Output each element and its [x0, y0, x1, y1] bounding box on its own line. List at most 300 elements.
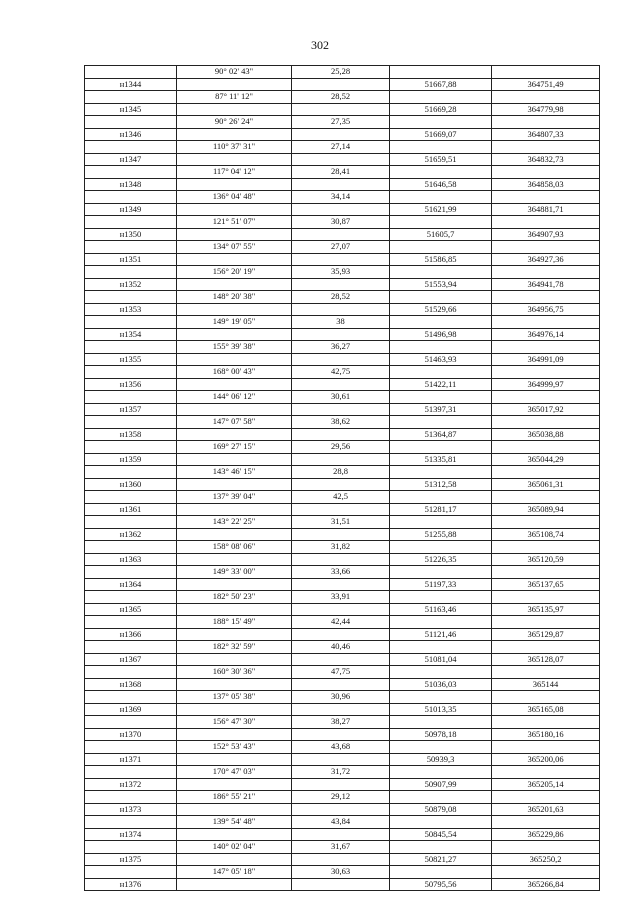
table-row — [85, 203, 600, 216]
length-cell — [292, 353, 390, 366]
x-coordinate-cell — [390, 241, 492, 254]
table-row — [85, 591, 600, 604]
angle-cell — [177, 78, 292, 91]
point-cell — [85, 416, 177, 429]
x-coordinate-cell: 51667,88 — [390, 78, 492, 91]
x-coordinate-cell — [390, 841, 492, 854]
length-cell: 38 — [292, 316, 390, 329]
length-cell — [292, 378, 390, 391]
length-cell: 27,14 — [292, 141, 390, 154]
angle-cell: 147° 07' 58" — [177, 416, 292, 429]
length-cell: 28,8 — [292, 466, 390, 479]
angle-cell: 156° 20' 19" — [177, 266, 292, 279]
x-coordinate-cell: 50795,56 — [390, 878, 492, 891]
length-cell: 42,44 — [292, 616, 390, 629]
angle-cell — [177, 403, 292, 416]
length-cell: 40,46 — [292, 641, 390, 654]
y-coordinate-cell: 364881,71 — [492, 203, 600, 216]
table-row — [85, 791, 600, 804]
angle-cell: 160° 30' 36" — [177, 666, 292, 679]
length-cell — [292, 578, 390, 591]
length-cell: 27,07 — [292, 241, 390, 254]
table-row — [85, 528, 600, 541]
length-cell — [292, 403, 390, 416]
table-row — [85, 216, 600, 229]
angle-cell — [177, 528, 292, 541]
x-coordinate-cell: 51463,93 — [390, 353, 492, 366]
point-cell: н1345 — [85, 103, 177, 116]
table-row — [85, 353, 600, 366]
coordinates-table-body — [85, 66, 600, 891]
table-row — [85, 366, 600, 379]
y-coordinate-cell — [492, 741, 600, 754]
point-cell: н1370 — [85, 728, 177, 741]
length-cell — [292, 753, 390, 766]
point-cell — [85, 191, 177, 204]
length-cell: 27,35 — [292, 116, 390, 129]
table-row — [85, 491, 600, 504]
x-coordinate-cell: 51163,46 — [390, 603, 492, 616]
x-coordinate-cell: 51226,35 — [390, 553, 492, 566]
x-coordinate-cell — [390, 366, 492, 379]
length-cell: 30,87 — [292, 216, 390, 229]
y-coordinate-cell: 365144 — [492, 678, 600, 691]
x-coordinate-cell — [390, 616, 492, 629]
angle-cell — [177, 378, 292, 391]
angle-cell: 144° 06' 12" — [177, 391, 292, 404]
y-coordinate-cell — [492, 241, 600, 254]
length-cell: 30,63 — [292, 866, 390, 879]
angle-cell: 137° 39' 04" — [177, 491, 292, 504]
point-cell: н1372 — [85, 778, 177, 791]
angle-cell — [177, 203, 292, 216]
y-coordinate-cell: 364976,14 — [492, 328, 600, 341]
length-cell: 31,82 — [292, 541, 390, 554]
angle-cell — [177, 353, 292, 366]
length-cell — [292, 678, 390, 691]
angle-cell — [177, 128, 292, 141]
x-coordinate-cell: 51586,85 — [390, 253, 492, 266]
length-cell: 25,28 — [292, 66, 390, 79]
x-coordinate-cell — [390, 116, 492, 129]
x-coordinate-cell: 51669,28 — [390, 103, 492, 116]
x-coordinate-cell: 50821,27 — [390, 853, 492, 866]
table-row — [85, 828, 600, 841]
point-cell — [85, 91, 177, 104]
angle-cell: 140° 02' 04" — [177, 841, 292, 854]
point-cell — [85, 291, 177, 304]
table-row — [85, 691, 600, 704]
angle-cell: 90° 26' 24" — [177, 116, 292, 129]
point-cell: н1346 — [85, 128, 177, 141]
y-coordinate-cell: 365089,94 — [492, 503, 600, 516]
point-cell: н1375 — [85, 853, 177, 866]
point-cell — [85, 766, 177, 779]
point-cell: н1367 — [85, 653, 177, 666]
length-cell — [292, 828, 390, 841]
point-cell — [85, 516, 177, 529]
x-coordinate-cell — [390, 141, 492, 154]
table-row — [85, 578, 600, 591]
x-coordinate-cell: 51529,66 — [390, 303, 492, 316]
y-coordinate-cell: 365137,65 — [492, 578, 600, 591]
length-cell — [292, 553, 390, 566]
table-row — [85, 116, 600, 129]
table-row — [85, 716, 600, 729]
page-number: 302 — [311, 38, 329, 52]
angle-cell: 136° 04' 48" — [177, 191, 292, 204]
y-coordinate-cell — [492, 841, 600, 854]
table-row — [85, 266, 600, 279]
y-coordinate-cell — [492, 316, 600, 329]
y-coordinate-cell — [492, 591, 600, 604]
x-coordinate-cell — [390, 466, 492, 479]
x-coordinate-cell: 51422,11 — [390, 378, 492, 391]
angle-cell — [177, 503, 292, 516]
x-coordinate-cell: 51335,81 — [390, 453, 492, 466]
angle-cell — [177, 753, 292, 766]
x-coordinate-cell — [390, 641, 492, 654]
table-row — [85, 466, 600, 479]
point-cell — [85, 841, 177, 854]
y-coordinate-cell — [492, 291, 600, 304]
x-coordinate-cell: 51659,51 — [390, 153, 492, 166]
length-cell — [292, 303, 390, 316]
length-cell: 34,14 — [292, 191, 390, 204]
table-row — [85, 766, 600, 779]
length-cell: 42,5 — [292, 491, 390, 504]
table-row — [85, 241, 600, 254]
length-cell: 33,66 — [292, 566, 390, 579]
length-cell: 31,72 — [292, 766, 390, 779]
y-coordinate-cell: 365205,14 — [492, 778, 600, 791]
length-cell: 31,51 — [292, 516, 390, 529]
point-cell — [85, 166, 177, 179]
table-row — [85, 316, 600, 329]
table-row — [85, 641, 600, 654]
x-coordinate-cell — [390, 166, 492, 179]
point-cell: н1366 — [85, 628, 177, 641]
point-cell — [85, 341, 177, 354]
table-row — [85, 503, 600, 516]
point-cell — [85, 691, 177, 704]
point-cell: н1355 — [85, 353, 177, 366]
length-cell — [292, 728, 390, 741]
point-cell — [85, 491, 177, 504]
length-cell — [292, 628, 390, 641]
y-coordinate-cell: 364907,93 — [492, 228, 600, 241]
angle-cell: 134° 07' 55" — [177, 241, 292, 254]
angle-cell — [177, 303, 292, 316]
x-coordinate-cell — [390, 766, 492, 779]
point-cell — [85, 441, 177, 454]
table-row — [85, 328, 600, 341]
table-row — [85, 678, 600, 691]
y-coordinate-cell — [492, 341, 600, 354]
x-coordinate-cell: 51255,88 — [390, 528, 492, 541]
point-cell — [85, 466, 177, 479]
y-coordinate-cell — [492, 866, 600, 879]
table-row — [85, 478, 600, 491]
x-coordinate-cell: 51197,33 — [390, 578, 492, 591]
table-row — [85, 516, 600, 529]
y-coordinate-cell — [492, 816, 600, 829]
angle-cell: 87° 11' 12" — [177, 91, 292, 104]
x-coordinate-cell — [390, 441, 492, 454]
y-coordinate-cell — [492, 516, 600, 529]
table-row — [85, 653, 600, 666]
x-coordinate-cell: 51121,46 — [390, 628, 492, 641]
x-coordinate-cell: 50907,99 — [390, 778, 492, 791]
angle-cell: 137° 05' 38" — [177, 691, 292, 704]
table-row — [85, 816, 600, 829]
table-row — [85, 666, 600, 679]
table-row — [85, 703, 600, 716]
angle-cell — [177, 178, 292, 191]
table-row — [85, 278, 600, 291]
length-cell — [292, 878, 390, 891]
angle-cell: 169° 27' 15" — [177, 441, 292, 454]
angle-cell — [177, 653, 292, 666]
length-cell — [292, 253, 390, 266]
y-coordinate-cell: 365250,2 — [492, 853, 600, 866]
length-cell — [292, 428, 390, 441]
point-cell — [85, 566, 177, 579]
table-row — [85, 428, 600, 441]
x-coordinate-cell — [390, 191, 492, 204]
x-coordinate-cell: 51553,94 — [390, 278, 492, 291]
x-coordinate-cell: 51013,35 — [390, 703, 492, 716]
length-cell — [292, 478, 390, 491]
y-coordinate-cell: 365129,87 — [492, 628, 600, 641]
x-coordinate-cell — [390, 566, 492, 579]
point-cell — [85, 316, 177, 329]
angle-cell — [177, 703, 292, 716]
angle-cell: 90° 02' 43" — [177, 66, 292, 79]
y-coordinate-cell: 365135,97 — [492, 603, 600, 616]
x-coordinate-cell: 50845,54 — [390, 828, 492, 841]
point-cell — [85, 266, 177, 279]
angle-cell — [177, 328, 292, 341]
table-row — [85, 341, 600, 354]
table-row — [85, 541, 600, 554]
x-coordinate-cell — [390, 816, 492, 829]
angle-cell: 188° 15' 49" — [177, 616, 292, 629]
x-coordinate-cell — [390, 541, 492, 554]
point-cell: н1369 — [85, 703, 177, 716]
angle-cell: 168° 00' 43" — [177, 366, 292, 379]
point-cell: н1374 — [85, 828, 177, 841]
table-row — [85, 803, 600, 816]
angle-cell — [177, 103, 292, 116]
y-coordinate-cell: 365201,63 — [492, 803, 600, 816]
point-cell — [85, 866, 177, 879]
x-coordinate-cell — [390, 416, 492, 429]
y-coordinate-cell — [492, 191, 600, 204]
table-row — [85, 303, 600, 316]
point-cell — [85, 616, 177, 629]
angle-cell — [177, 428, 292, 441]
table-row — [85, 103, 600, 116]
length-cell — [292, 203, 390, 216]
table-row — [85, 753, 600, 766]
point-cell: н1373 — [85, 803, 177, 816]
y-coordinate-cell: 364751,49 — [492, 78, 600, 91]
table-row — [85, 628, 600, 641]
angle-cell: 155° 39' 38" — [177, 341, 292, 354]
y-coordinate-cell — [492, 666, 600, 679]
angle-cell — [177, 153, 292, 166]
table-row — [85, 566, 600, 579]
length-cell — [292, 453, 390, 466]
y-coordinate-cell — [492, 691, 600, 704]
angle-cell — [177, 578, 292, 591]
table-row — [85, 778, 600, 791]
point-cell — [85, 591, 177, 604]
point-cell: н1344 — [85, 78, 177, 91]
point-cell — [85, 741, 177, 754]
table-row — [85, 141, 600, 154]
x-coordinate-cell — [390, 66, 492, 79]
y-coordinate-cell: 365108,74 — [492, 528, 600, 541]
length-cell — [292, 853, 390, 866]
angle-cell — [177, 553, 292, 566]
y-coordinate-cell — [492, 266, 600, 279]
length-cell — [292, 503, 390, 516]
y-coordinate-cell — [492, 791, 600, 804]
angle-cell: 182° 32' 59" — [177, 641, 292, 654]
y-coordinate-cell: 365038,88 — [492, 428, 600, 441]
table-row — [85, 603, 600, 616]
y-coordinate-cell — [492, 616, 600, 629]
table-row — [85, 253, 600, 266]
y-coordinate-cell — [492, 216, 600, 229]
x-coordinate-cell: 51646,58 — [390, 178, 492, 191]
y-coordinate-cell: 365200,06 — [492, 753, 600, 766]
length-cell: 38,62 — [292, 416, 390, 429]
x-coordinate-cell — [390, 291, 492, 304]
x-coordinate-cell — [390, 716, 492, 729]
x-coordinate-cell: 51364,87 — [390, 428, 492, 441]
x-coordinate-cell: 51036,03 — [390, 678, 492, 691]
length-cell: 42,75 — [292, 366, 390, 379]
x-coordinate-cell — [390, 341, 492, 354]
x-coordinate-cell: 50879,08 — [390, 803, 492, 816]
table-row — [85, 416, 600, 429]
y-coordinate-cell — [492, 141, 600, 154]
point-cell — [85, 366, 177, 379]
table-row — [85, 391, 600, 404]
length-cell — [292, 603, 390, 616]
point-cell: н1363 — [85, 553, 177, 566]
point-cell — [85, 141, 177, 154]
table-row — [85, 553, 600, 566]
x-coordinate-cell — [390, 516, 492, 529]
point-cell: н1356 — [85, 378, 177, 391]
point-cell: н1364 — [85, 578, 177, 591]
x-coordinate-cell: 51669,07 — [390, 128, 492, 141]
y-coordinate-cell — [492, 491, 600, 504]
point-cell — [85, 666, 177, 679]
x-coordinate-cell: 50978,18 — [390, 728, 492, 741]
table-row — [85, 166, 600, 179]
angle-cell — [177, 878, 292, 891]
table-row — [85, 441, 600, 454]
table-row — [85, 191, 600, 204]
angle-cell — [177, 853, 292, 866]
length-cell: 30,61 — [292, 391, 390, 404]
y-coordinate-cell: 364956,75 — [492, 303, 600, 316]
y-coordinate-cell: 365180,16 — [492, 728, 600, 741]
point-cell: н1361 — [85, 503, 177, 516]
table-row — [85, 291, 600, 304]
length-cell: 36,27 — [292, 341, 390, 354]
length-cell: 31,67 — [292, 841, 390, 854]
x-coordinate-cell — [390, 91, 492, 104]
point-cell: н1348 — [85, 178, 177, 191]
length-cell — [292, 328, 390, 341]
x-coordinate-cell — [390, 316, 492, 329]
angle-cell: 158° 08' 06" — [177, 541, 292, 554]
length-cell: 47,75 — [292, 666, 390, 679]
x-coordinate-cell: 51605,7 — [390, 228, 492, 241]
length-cell: 28,52 — [292, 291, 390, 304]
angle-cell — [177, 678, 292, 691]
point-cell: н1359 — [85, 453, 177, 466]
y-coordinate-cell: 364807,33 — [492, 128, 600, 141]
y-coordinate-cell: 364832,73 — [492, 153, 600, 166]
point-cell: н1376 — [85, 878, 177, 891]
table-row — [85, 878, 600, 891]
y-coordinate-cell: 365165,08 — [492, 703, 600, 716]
point-cell: н1368 — [85, 678, 177, 691]
length-cell — [292, 178, 390, 191]
length-cell — [292, 103, 390, 116]
angle-cell — [177, 803, 292, 816]
point-cell: н1365 — [85, 603, 177, 616]
length-cell — [292, 128, 390, 141]
length-cell — [292, 228, 390, 241]
angle-cell: 170° 47' 03" — [177, 766, 292, 779]
y-coordinate-cell: 365128,07 — [492, 653, 600, 666]
table-row — [85, 728, 600, 741]
point-cell: н1347 — [85, 153, 177, 166]
x-coordinate-cell: 51496,98 — [390, 328, 492, 341]
y-coordinate-cell — [492, 566, 600, 579]
angle-cell: 121° 51' 07" — [177, 216, 292, 229]
angle-cell: 148° 20' 38" — [177, 291, 292, 304]
angle-cell: 149° 33' 00" — [177, 566, 292, 579]
length-cell — [292, 778, 390, 791]
point-cell — [85, 241, 177, 254]
point-cell: н1351 — [85, 253, 177, 266]
angle-cell — [177, 228, 292, 241]
x-coordinate-cell: 51312,58 — [390, 478, 492, 491]
angle-cell — [177, 603, 292, 616]
length-cell: 30,96 — [292, 691, 390, 704]
y-coordinate-cell — [492, 416, 600, 429]
y-coordinate-cell: 365229,86 — [492, 828, 600, 841]
table-row — [85, 403, 600, 416]
table-row — [85, 853, 600, 866]
angle-cell — [177, 828, 292, 841]
x-coordinate-cell — [390, 591, 492, 604]
length-cell: 28,41 — [292, 166, 390, 179]
length-cell — [292, 153, 390, 166]
length-cell — [292, 703, 390, 716]
length-cell — [292, 528, 390, 541]
length-cell: 29,56 — [292, 441, 390, 454]
